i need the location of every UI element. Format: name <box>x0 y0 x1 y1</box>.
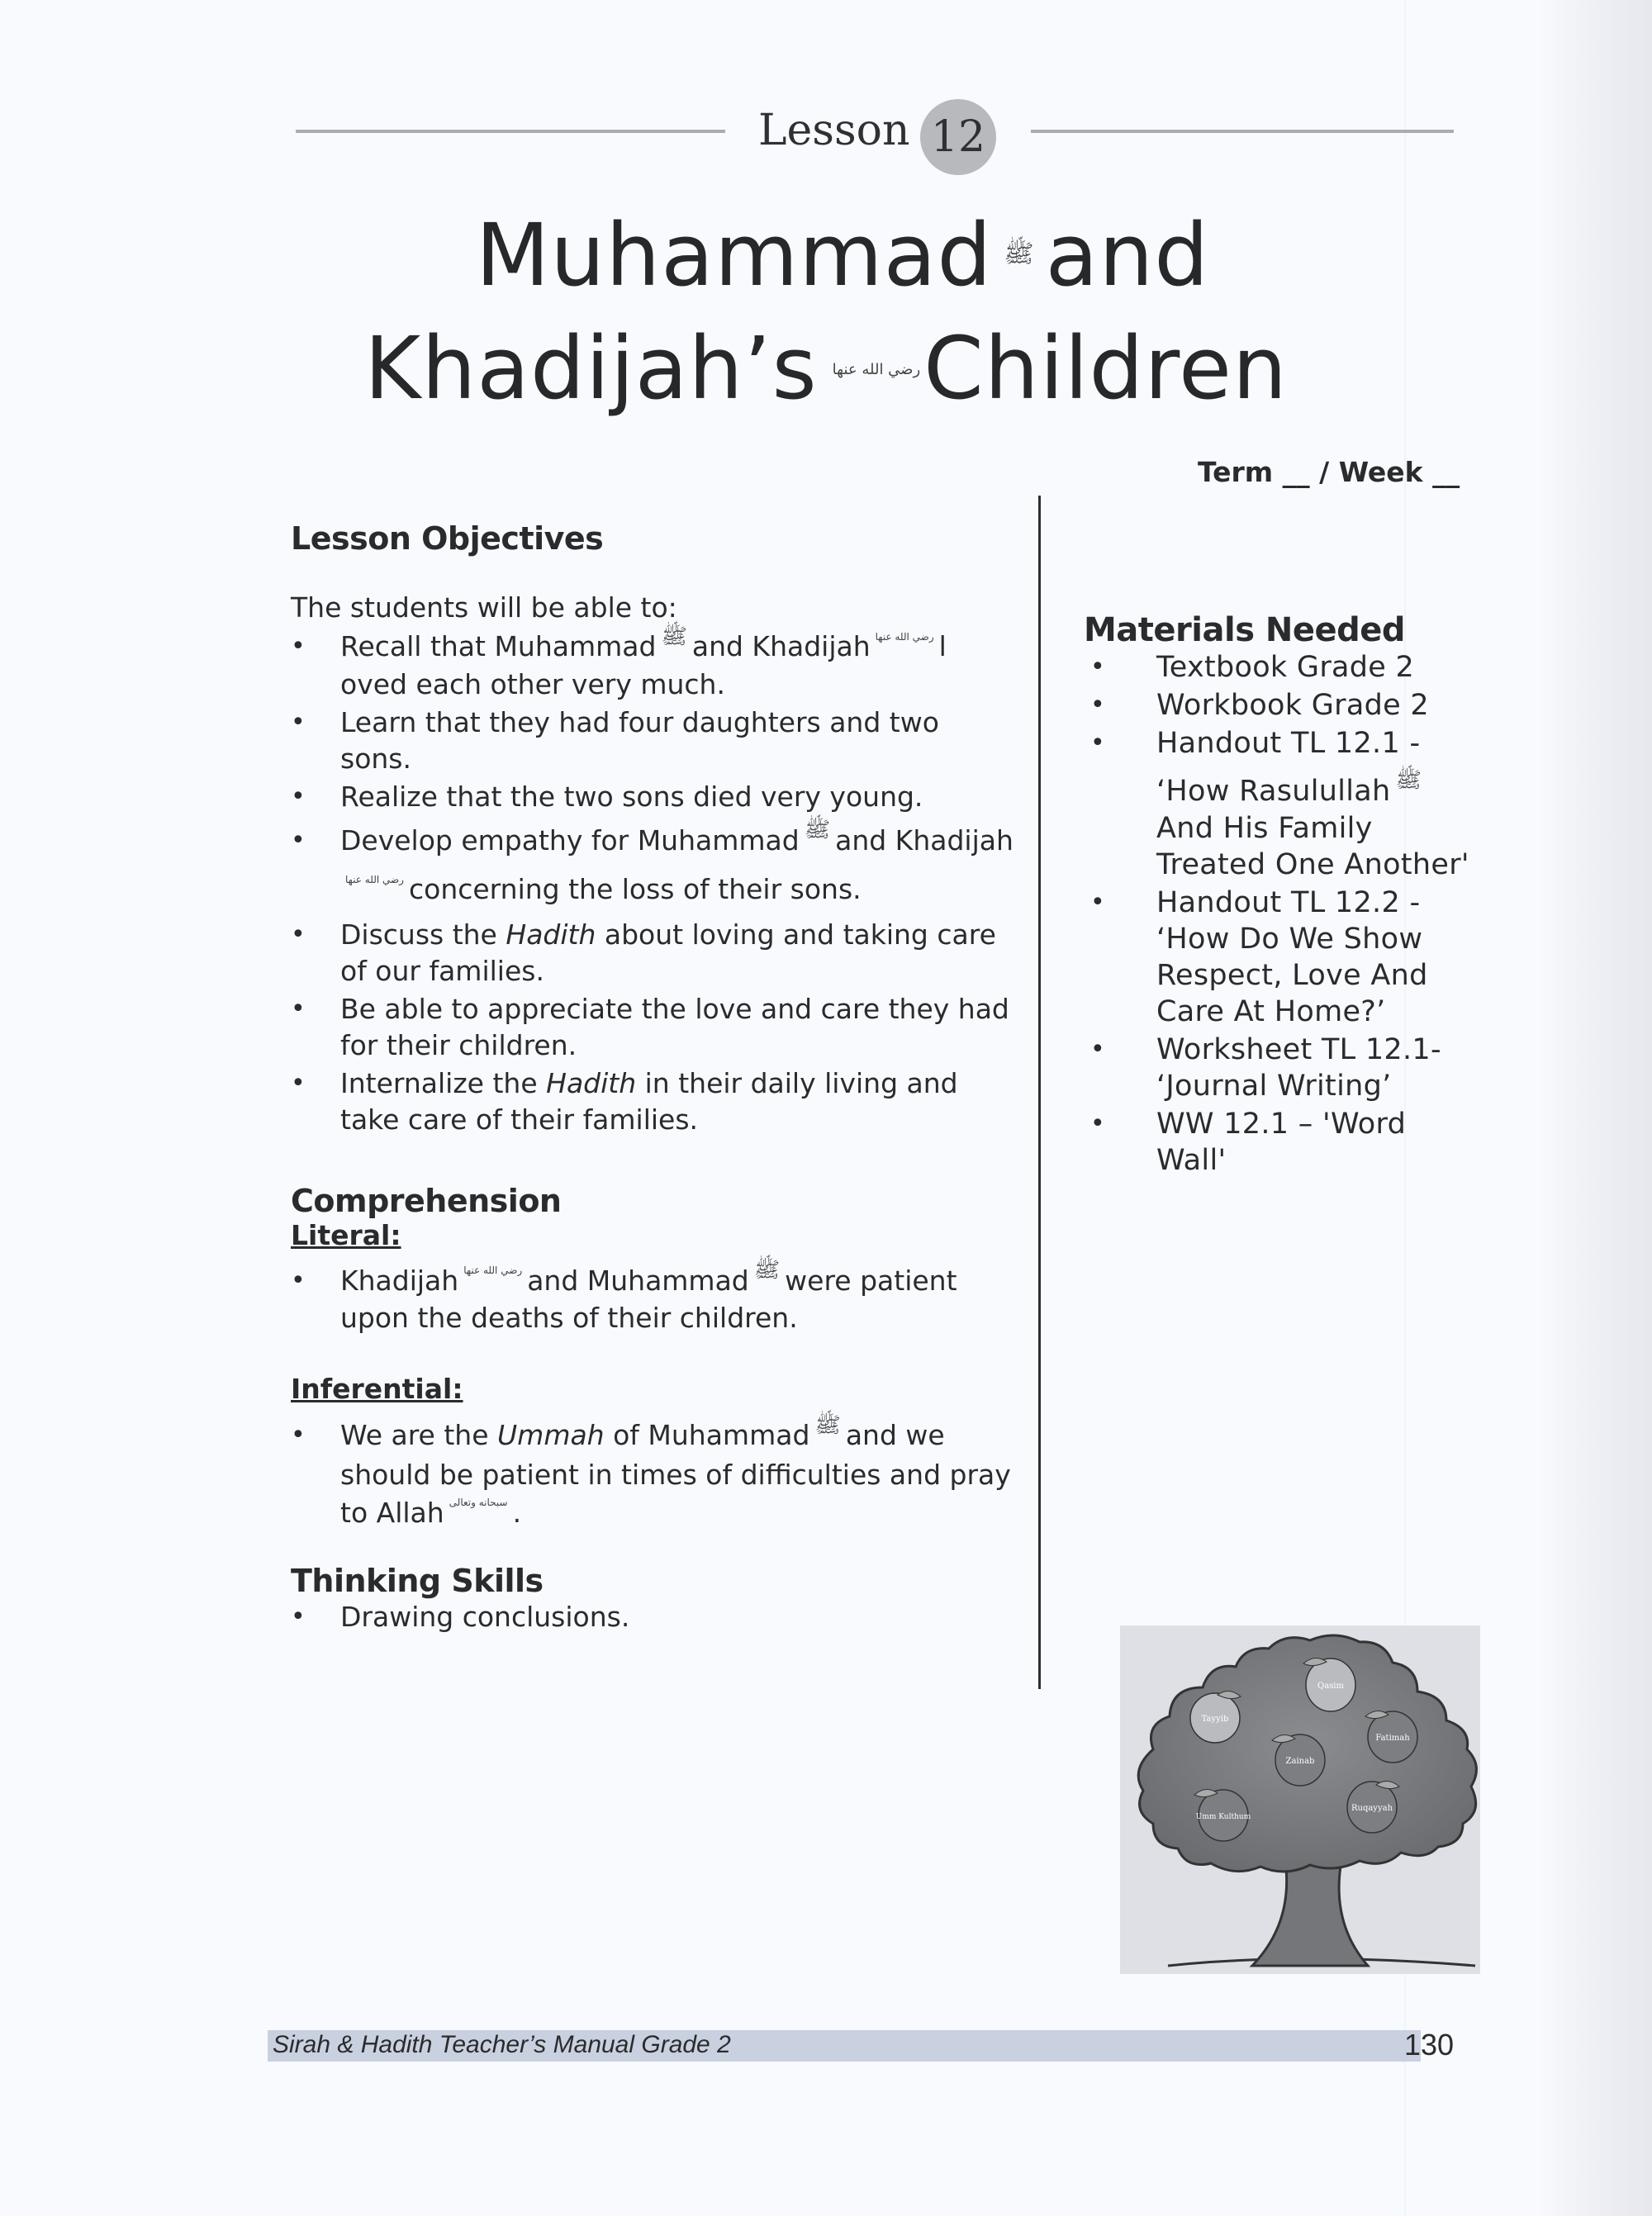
family-tree-illustration <box>1120 1625 1480 1974</box>
honorific-prophet-icon: ﷺ <box>661 624 687 649</box>
objective-item <box>291 1065 1018 1138</box>
honorific-companion-icon: رضي الله عنها <box>875 630 934 643</box>
material-text: • Handout TL 12.2 - <box>1156 886 1421 919</box>
tree-svg <box>1120 1625 1480 1974</box>
objectives-list <box>291 624 1018 1138</box>
honorific-companion-icon: رضي الله عنها <box>345 873 404 885</box>
honorific-prophet-icon: ﷺ <box>804 818 831 842</box>
apple-label: Qasim <box>1317 1682 1344 1691</box>
objective-text: in their daily living and take care of their families. <box>340 1066 958 1136</box>
material-text: And His Family Treated One Another' <box>1156 812 1469 881</box>
left-column <box>291 520 1018 1637</box>
materials-list <box>1084 649 1480 1179</box>
objective-item <box>291 624 1018 703</box>
honorific-prophet-icon: ﷺ <box>753 1258 781 1283</box>
inferential-list <box>291 1412 1018 1533</box>
inferential-text: We are the <box>340 1419 489 1451</box>
objective-text: Recall that Muhammad <box>340 630 657 662</box>
apple-label: Ruqayyah <box>1351 1804 1393 1813</box>
lesson-label: Lesson <box>758 106 910 155</box>
right-column <box>1084 611 1480 1180</box>
column-divider <box>1038 496 1041 1689</box>
material-item: • Workbook Grade 2 <box>1084 687 1480 724</box>
honorific-prophet-icon: ﷺ <box>814 1412 841 1438</box>
title-word-children: Children <box>923 318 1288 419</box>
objectives-intro: The students will be able to: <box>291 591 677 624</box>
material-item <box>1084 725 1480 883</box>
material-item: • WW 12.1 – 'Word Wall' <box>1084 1106 1480 1179</box>
title-word-muhammad: Muhammad <box>475 205 993 306</box>
material-text: ‘How Do We Show Respect, Love And Care At Home?’ <box>1156 923 1428 1028</box>
objective-item: • Realize that the two sons died very young. <box>291 779 1018 815</box>
literal-list <box>291 1258 1018 1337</box>
objective-text: oved each other very much. <box>340 667 725 700</box>
footer-book-title: Sirah & Hadith Teacher’s Manual Grade 2 <box>273 2031 731 2058</box>
material-text: ‘Journal Writing’ <box>1156 1070 1392 1103</box>
literal-item <box>291 1258 1018 1337</box>
objective-italic-term: Hadith <box>506 918 596 951</box>
thinking-skills-list <box>291 1599 1018 1635</box>
title-word-and: and <box>1045 205 1210 306</box>
material-text: ‘How Rasulullah <box>1156 775 1391 808</box>
inferential-label: Inferential: <box>291 1373 463 1405</box>
material-item <box>1084 1032 1480 1104</box>
literal-text: Khadijah <box>340 1264 459 1297</box>
thinking-skills-heading: Thinking Skills <box>291 1563 544 1599</box>
apple-label: Zainab <box>1285 1757 1315 1766</box>
honorific-allah-icon: سبحانه وتعالى <box>449 1497 508 1508</box>
material-text: • Handout TL 12.1 - <box>1156 727 1421 760</box>
apple-label: Umm Kulthum <box>1195 1813 1251 1821</box>
lesson-number-badge: 12 <box>920 99 996 175</box>
objectives-heading: Lesson Objectives <box>291 520 604 557</box>
objective-item: • Learn that they had four daughters and two sons. <box>291 705 1018 777</box>
literal-label: Literal: <box>291 1218 401 1251</box>
inferential-text: and we should be patient in times of difficulties and pray to Allah <box>340 1419 1011 1529</box>
apple-label: Tayyib <box>1201 1715 1229 1724</box>
objective-item: • Be able to appreciate the love and care they had for their children. <box>291 991 1018 1064</box>
inferential-text: of Muhammad <box>613 1419 810 1451</box>
objective-text: l <box>938 630 947 662</box>
page-title-line-2 <box>0 318 1652 419</box>
apple-label: Fatimah <box>1375 1734 1410 1743</box>
honorific-companion-icon: رضي الله عنها <box>832 361 921 379</box>
material-text: • Worksheet TL 12.1- <box>1156 1033 1441 1066</box>
header-rule-right <box>1031 130 1454 133</box>
objective-text: Internalize the <box>340 1066 538 1099</box>
objective-item <box>291 917 1018 989</box>
literal-text: were patient upon the deaths of their children. <box>340 1264 957 1334</box>
comprehension-heading: Comprehension <box>291 1182 562 1219</box>
objective-text: and Khadijah <box>835 823 1014 857</box>
inferential-text: . <box>512 1496 522 1529</box>
thinking-skill-item: • Drawing conclusions. <box>291 1599 1018 1635</box>
page-number: 130 <box>1404 2028 1455 2062</box>
tree-trunk <box>1252 1861 1368 1966</box>
objective-text: Develop empathy for Muhammad <box>340 823 800 857</box>
honorific-companion-icon: رضي الله عنها <box>463 1265 523 1276</box>
honorific-prophet-icon: ﷺ <box>1004 240 1034 269</box>
objective-text: Discuss the <box>340 918 497 951</box>
objective-text: about loving and taking care of our families. <box>340 918 996 987</box>
title-word-khadijahs: Khadijah’s <box>364 318 818 419</box>
objective-text: concerning the loss of their sons. <box>408 873 862 905</box>
inferential-item <box>291 1412 1018 1533</box>
page-title-line-1 <box>0 205 1652 306</box>
objective-italic-term: Hadith <box>546 1066 637 1099</box>
material-item <box>1084 885 1480 1030</box>
literal-text: and Muhammad <box>527 1264 749 1297</box>
term-week-field: Term __ / Week __ <box>1198 456 1460 488</box>
objective-item <box>291 817 1018 915</box>
inferential-italic-term: Ummah <box>497 1419 605 1451</box>
material-item: • Textbook Grade 2 <box>1084 649 1480 686</box>
materials-heading: Materials Needed <box>1084 611 1406 649</box>
honorific-prophet-icon: ﷺ <box>1395 768 1422 793</box>
header-rule-left <box>296 130 725 133</box>
objective-text: and Khadijah <box>691 630 871 662</box>
